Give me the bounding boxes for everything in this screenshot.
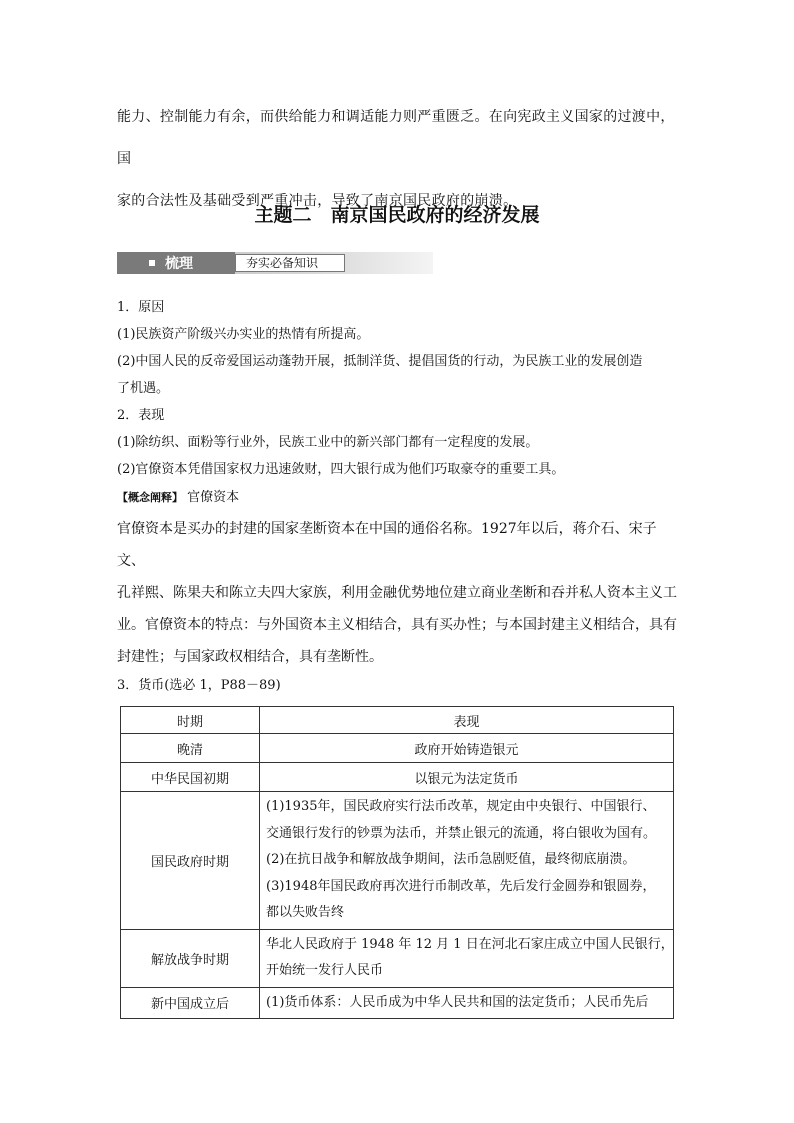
section2-item1: (1)除纺织、面粉等行业外，民族工业中的新兴部门都有一定程度的发展。 xyxy=(117,435,539,450)
section1-item2-line2: 了机遇。 xyxy=(117,381,170,396)
banner-label-box xyxy=(117,252,235,274)
table-row xyxy=(121,792,674,930)
section-banner xyxy=(117,252,433,274)
intro-line-1: 能力、控制能力有余，而供给能力和调适能力则严重匮乏。在向宪政主义国家的过渡中，国 xyxy=(117,109,675,167)
content-line: (1)1935年，国民政府实行法币改革，规定由中央银行、中国银行、 xyxy=(266,799,656,814)
period-cell: 新中国成立后 xyxy=(121,987,260,1019)
concept-bracket: 【概念阐释】 xyxy=(117,491,183,504)
content-cell: 以银元为法定货币 xyxy=(260,763,674,792)
header-period: 时期 xyxy=(121,707,260,734)
concept-line-2: 孔祥熙、陈果夫和陈立夫四大家族，利用金融优势地位建立商业垄断和吞并私人资本主义工 xyxy=(117,585,677,601)
section3-heading: 3．货币(选必 1，P88－89) xyxy=(117,678,281,693)
concept-line-4: 封建性；与国家政权相结合，具有垄断性。 xyxy=(117,649,383,665)
period-cell: 国民政府时期 xyxy=(121,792,260,930)
content-cell xyxy=(260,929,674,987)
content-cell xyxy=(260,792,674,930)
concept-line-3: 业。官僚资本的特点：与外国资本主义相结合，具有买办性；与本国封建主义相结合，具有 xyxy=(117,617,677,633)
section1-item2-line1: (2)中国人民的反帝爱国运动蓬勃开展，抵制洋货、提倡国货的行动，为民族工业的发展创造 xyxy=(117,354,643,369)
table-row xyxy=(121,929,674,987)
content-line: 交通银行发行的钞票为法币，并禁止银元的流通，将白银收为国有。 xyxy=(266,825,657,841)
content-cell xyxy=(260,987,674,1019)
page-title: 主题二 南京国民政府的经济发展 xyxy=(254,204,540,226)
concept-line-1: 官僚资本是买办的封建的国家垄断资本在中国的通俗名称。1927年以后，蒋介石、宋子文、 xyxy=(117,521,657,569)
section2-item2: (2)官僚资本凭借国家权力迅速敛财，四大银行成为他们巧取豪夺的重要工具。 xyxy=(117,462,565,477)
content-line: 开始统一发行人民币 xyxy=(266,963,384,978)
period-cell: 解放战争时期 xyxy=(121,929,260,987)
concept-heading xyxy=(117,486,239,505)
table-row xyxy=(121,987,674,1019)
banner-label: 梳理 xyxy=(165,256,193,272)
concept-term: 官僚资本 xyxy=(187,490,240,505)
content-line: (2)在抗日战争和解放战争期间，法币急剧贬值，最终彻底崩溃。 xyxy=(266,852,636,867)
knowledge-body xyxy=(117,294,677,483)
period-cell: 中华民国初期 xyxy=(121,763,260,792)
currency-table xyxy=(120,706,674,1019)
section1-heading: 1．原因 xyxy=(117,300,165,315)
square-bullet-icon xyxy=(149,260,155,266)
content-line: (1)货币体系：人民币成为中华人民共和国的法定货币；人民币先后 xyxy=(266,994,649,1010)
banner-tag: 夯实必备知识 xyxy=(235,254,345,272)
period-cell: 晚清 xyxy=(121,734,260,763)
header-content: 表现 xyxy=(260,707,674,734)
section2-heading: 2．表现 xyxy=(117,408,165,423)
table-header-row xyxy=(121,707,674,734)
table-row xyxy=(121,734,674,763)
section1-item1: (1)民族资产阶级兴办实业的热情有所提高。 xyxy=(117,327,370,342)
content-line: (3)1948年国民政府再次进行币制改革，先后发行金圆券和银圆券， xyxy=(266,878,656,894)
intro-line-2: 家的合法性及基础受到严重冲击，导致了南京国民政府的崩溃。 xyxy=(117,193,518,209)
content-line: 华北人民政府于 1948 年 12 月 1 日在河北石家庄成立中国人民银行， xyxy=(266,936,674,952)
content-line: 都以失败告终 xyxy=(266,905,345,920)
concept-paragraph xyxy=(117,513,677,673)
content-cell: 政府开始铸造银元 xyxy=(260,734,674,763)
table-row xyxy=(121,763,674,792)
